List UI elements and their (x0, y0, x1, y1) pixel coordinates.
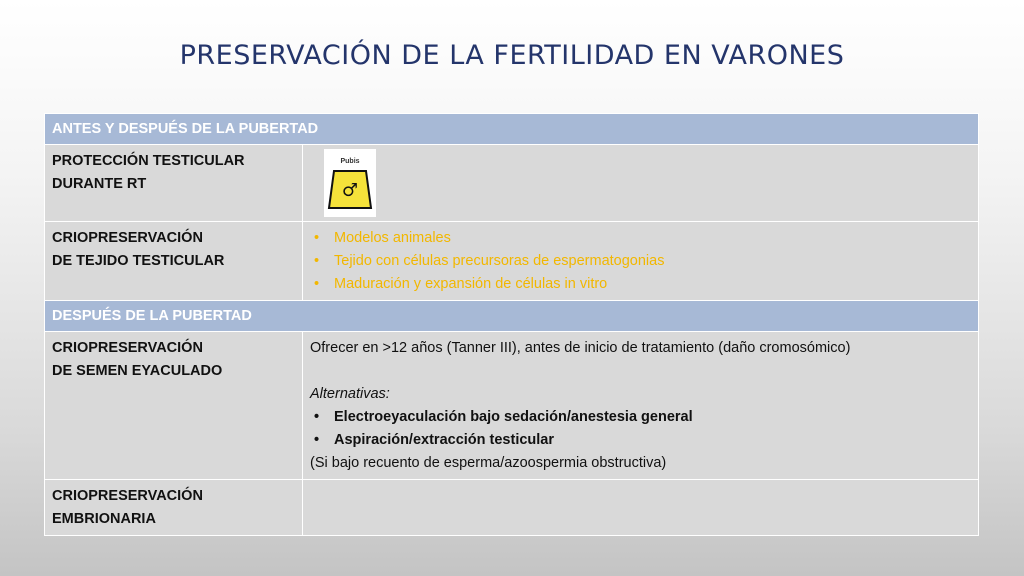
table-row (45, 332, 979, 480)
list-item: • Tejido con células precursoras de espermatogonias (310, 250, 971, 273)
row-label-line: CRIOPRESERVACIÓN (52, 230, 203, 246)
row-label-tissue-cryopreservation (45, 222, 303, 301)
embryo-cryopreservation-content (303, 480, 979, 536)
row-label-semen-cryopreservation (45, 332, 303, 480)
section-header-after-puberty (45, 301, 979, 332)
testicular-shield-diagram (324, 149, 376, 217)
list-item: • Modelos animales (310, 227, 971, 250)
table-row (45, 480, 979, 536)
testicular-shield-diagram-cell (303, 145, 979, 222)
row-label-line: CRIOPRESERVACIÓN (52, 340, 203, 356)
alternatives-label: Alternativas: (310, 386, 390, 402)
tissue-cryopreservation-content (303, 222, 979, 301)
table-row (45, 145, 979, 222)
list-item: • Aspiración/extracción testicular (310, 429, 971, 452)
row-label-line: CRIOPRESERVACIÓN (52, 488, 203, 504)
section-header-label: ANTES Y DESPUÉS DE LA PUBERTAD (45, 114, 979, 145)
row-label-line: EMBRIONARIA (52, 511, 156, 527)
slide-title: PRESERVACIÓN DE LA FERTILIDAD EN VARONES (179, 40, 845, 71)
male-symbol: ♂ (341, 180, 359, 201)
section-header-before-after-puberty (45, 114, 979, 145)
list-item: • Maduración y expansión de células in vitro (310, 273, 971, 296)
section-header-label: DESPUÉS DE LA PUBERTAD (45, 301, 979, 332)
row-label-testicular-protection (45, 145, 303, 222)
row-label-line: PROTECCIÓN TESTICULAR (52, 153, 245, 169)
fertility-table (44, 113, 979, 536)
alternatives-note: (Si bajo recuento de esperma/azoospermia obstructiva) (310, 455, 667, 471)
row-label-embryo-cryopreservation (45, 480, 303, 536)
list-item: • Electroeyaculación bajo sedación/anestesia general (310, 406, 971, 429)
table-row (45, 222, 979, 301)
row-label-line: DURANTE RT (52, 176, 147, 192)
tissue-bullet-list (310, 227, 971, 296)
semen-cryopreservation-content (303, 332, 979, 480)
row-label-line: DE TEJIDO TESTICULAR (52, 253, 225, 269)
row-label-line: DE SEMEN EYACULADO (52, 363, 223, 379)
semen-intro-text: Ofrecer en >12 años (Tanner III), antes de inicio de tratamiento (daño cromosómico) (310, 340, 851, 356)
pubis-label: Pubis (340, 158, 360, 165)
alternatives-list (310, 406, 971, 452)
